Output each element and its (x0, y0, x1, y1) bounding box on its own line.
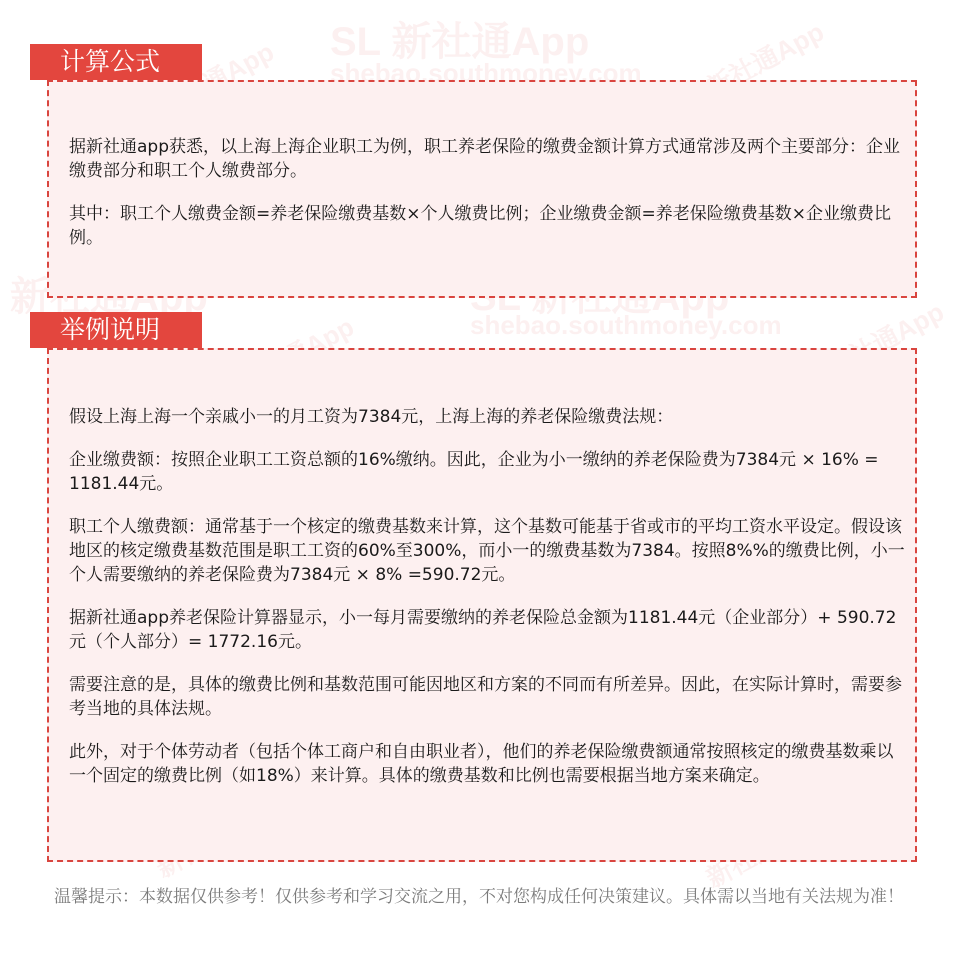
watermark-url: shebao.southmoney.com (470, 310, 782, 340)
example-content (69, 405, 909, 788)
formula-section-title: 计算公式 (30, 44, 202, 80)
example-paragraph-2: 企业缴费额：按照企业职工工资总额的16%缴纳。因此，企业为小一缴纳的养老保险费为7384元 × 16% = 1181.44元。 (69, 450, 879, 494)
formula-paragraph-2: 其中：职工个人缴费金额=养老保险缴费基数×个人缴费比例；企业缴费金额=养老保险缴费基数×企业缴费比例。 (69, 204, 891, 248)
example-paragraph-3: 职工个人缴费额：通常基于一个核定的缴费基数来计算，这个基数可能基于省或市的平均工资水平设定。假设该地区的核定缴费基数范围是职工工资的60%至300%，而小一的缴费基数为7384。按照8%%的缴费比例，小一个人需要缴纳的养老保险费为7384元 × 8% =590.72元。 (69, 517, 905, 585)
example-paragraph-4: 据新社通app养老保险计算器显示，小一每月需要缴纳的养老保险总金额为1181.44元（企业部分）+ 590.72元（个人部分）= 1772.16元。 (69, 608, 897, 652)
example-section-title: 举例说明 (30, 312, 202, 348)
formula-section (47, 80, 917, 298)
watermark-brand: SL 新社通App (330, 20, 590, 64)
example-paragraph-6: 此外，对于个体劳动者（包括个体工商户和自由职业者），他们的养老保险缴费额通常按照核定的缴费基数乘以一个固定的缴费比例（如18%）来计算。具体的缴费基数和比例也需要根据当地方案来确定。 (69, 742, 894, 786)
formula-content (69, 135, 904, 250)
footer-notice: 温馨提示：本数据仅供参考！仅供参考和学习交流之用，不对您构成任何决策建议。具体需以当地有关法规为准！ (54, 887, 904, 907)
watermark-url: shebao.southmoney.com (330, 58, 642, 88)
watermark-rotated: 新社通App (821, 296, 949, 384)
example-paragraph-1: 假设上海上海一个亲戚小一的月工资为7384元，上海上海的养老保险缴费法规： (69, 407, 674, 427)
example-section (47, 348, 917, 862)
example-paragraph-5: 需要注意的是，具体的缴费比例和基数范围可能因地区和方案的不同而有所差异。因此，在实际计算时，需要参考当地的具体法规。 (69, 675, 902, 719)
formula-paragraph-1: 据新社通app获悉，以上海上海企业职工为例，职工养老保险的缴费金额计算方式通常涉及两个主要部分：企业缴费部分和职工个人缴费部分。 (69, 137, 900, 181)
watermark-rotated: 新社通App (701, 16, 829, 104)
